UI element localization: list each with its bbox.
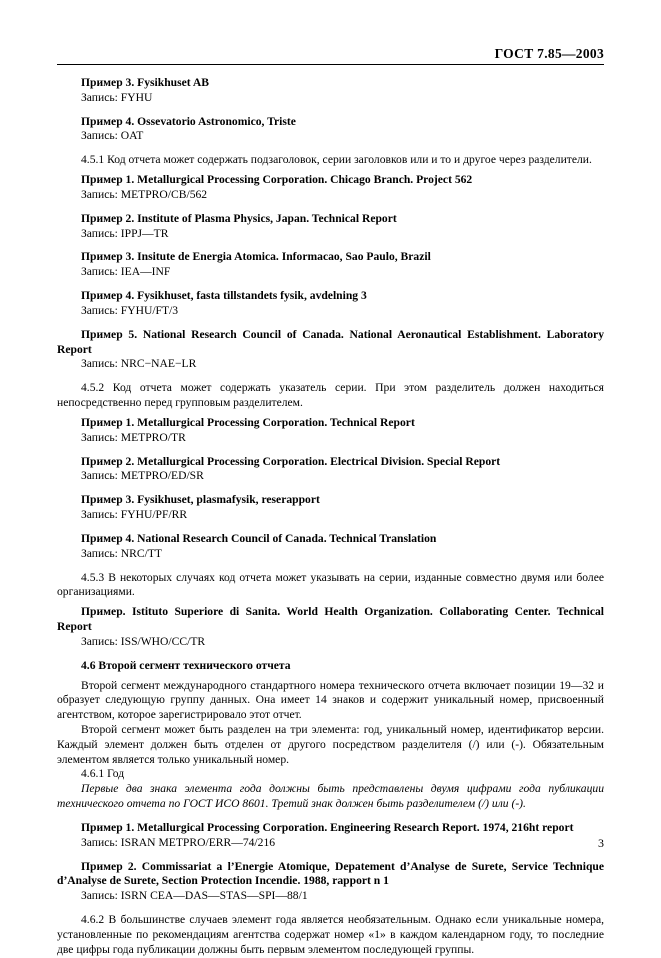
record-paragraph: Запись: OAT [81, 129, 144, 143]
standard-header: ГОСТ 7.85—2003 [494, 46, 604, 61]
body-paragraph: Второй сегмент международного стандартного номера технического отчета включает позиции 19—32 и образует следующую группу данных. Она имеет 14 знаков и содержит уникальный номер, присвоенный агентством, которое зарегистрировало этот отчет. [57, 678, 604, 722]
example-paragraph: Пример 4. Fysikhuset, fasta tillstandets fysik, avdelning 3 [81, 289, 367, 303]
record-paragraph: Запись: IEA—INF [81, 265, 171, 279]
example-paragraph: Пример 2. Institute of Plasma Physics, Japan. Technical Report [81, 211, 397, 225]
example-paragraph: Пример 2. Commissariat a l’Energie Atomique, Depatement d’Analyse de Surete, Service Technique d’Analyse de Surete, Section Protection Incendie. 1988, rapport n 1 [57, 859, 604, 888]
clause-paragraph: 4.5.3 В некоторых случаях код отчета может указывать на серии, изданные совместно двумя или более организациями. [57, 570, 604, 599]
clause-paragraph: 4.6.2 В большинстве случаев элемент года является необязательным. Однако если уникальные номера, установленные по рекомендациям агентства содержат номер «1» в каждом календарном году, то последние две цифры года публикации должны быть первым элементом последующей группы. [57, 913, 604, 956]
clause-paragraph: 4.6.1 Год [81, 767, 125, 781]
note-paragraph: Первые два знака элемента года должны быть представлены двумя цифрами года публикации технического отчета по ГОСТ ИСО 8601. Третий знак должен быть разделителем (/) или (-). [57, 782, 604, 811]
example-paragraph: Пример 1. Metallurgical Processing Corporation. Chicago Branch. Project 562 [81, 173, 473, 187]
example-paragraph: Пример 3. Fysikhuset AB [81, 76, 209, 89]
example-paragraph: Пример. Istituto Superiore di Sanita. World Health Organization. Collaborating Center. Technical Report [57, 605, 604, 634]
body-paragraph: Второй сегмент может быть разделен на три элемента: год, уникальный номер, идентификатор версии. Каждый элемент должен быть отделен от другого посредством разделителя (/) или (-). Обязательным элементом является только уникальный номер. [57, 722, 604, 766]
record-paragraph: Запись: METPRO/TR [81, 430, 186, 444]
example-paragraph: Пример 2. Metallurgical Processing Corporation. Electrical Division. Special Report [81, 454, 501, 468]
record-paragraph: Запись: ISRAN METPRO/ERR—74/216 [81, 835, 276, 849]
example-paragraph: Пример 5. National Research Council of Canada. National Aeronautical Establishment. Laboratory Report [57, 327, 604, 356]
example-paragraph: Пример 3. Insitute de Energia Atomica. Informacao, Sao Paulo, Brazil [81, 250, 431, 264]
record-paragraph: Запись: NRC/TT [81, 546, 162, 560]
document-body [57, 76, 604, 958]
record-paragraph: Запись: FYHU [81, 90, 153, 104]
section-heading: 4.6 Второй сегмент технического отчета [81, 658, 291, 672]
example-paragraph: Пример 1. Metallurgical Processing Corporation. Engineering Research Report. 1974, 216ht report [81, 820, 574, 834]
record-paragraph: Запись: FYHU/FT/3 [81, 303, 179, 317]
record-paragraph: Запись: NRC−NAE−LR [81, 357, 197, 371]
record-paragraph: Запись: ISRN CEA—DAS—STAS—SPI—88/1 [81, 889, 308, 903]
clause-paragraph: 4.5.2 Код отчета может содержать указатель серии. При этом разделитель должен находиться непосредственно перед групповым разделителем. [57, 381, 604, 410]
clause-paragraph: 4.5.1 Код отчета может содержать подзаголовок, серии заголовков или и то и другое через разделители. [81, 153, 592, 167]
example-paragraph: Пример 3. Fysikhuset, plasmafysik, reserapport [81, 493, 320, 507]
example-paragraph: Пример 1. Metallurgical Processing Corporation. Technical Report [81, 415, 415, 429]
record-paragraph: Запись: METPRO/CB/562 [81, 187, 208, 201]
example-paragraph: Пример 4. National Research Council of Canada. Technical Translation [81, 531, 437, 545]
page-number: 3 [598, 836, 604, 850]
record-paragraph: Запись: IPPJ—TR [81, 226, 169, 240]
record-paragraph: Запись: ISS/WHO/CC/TR [81, 634, 206, 648]
record-paragraph: Запись: FYHU/PF/RR [81, 508, 188, 522]
example-paragraph: Пример 4. Ossevatorio Astronomico, Triste [81, 114, 296, 128]
record-paragraph: Запись: METPRO/ED/SR [81, 469, 204, 483]
header-rule [57, 64, 604, 65]
